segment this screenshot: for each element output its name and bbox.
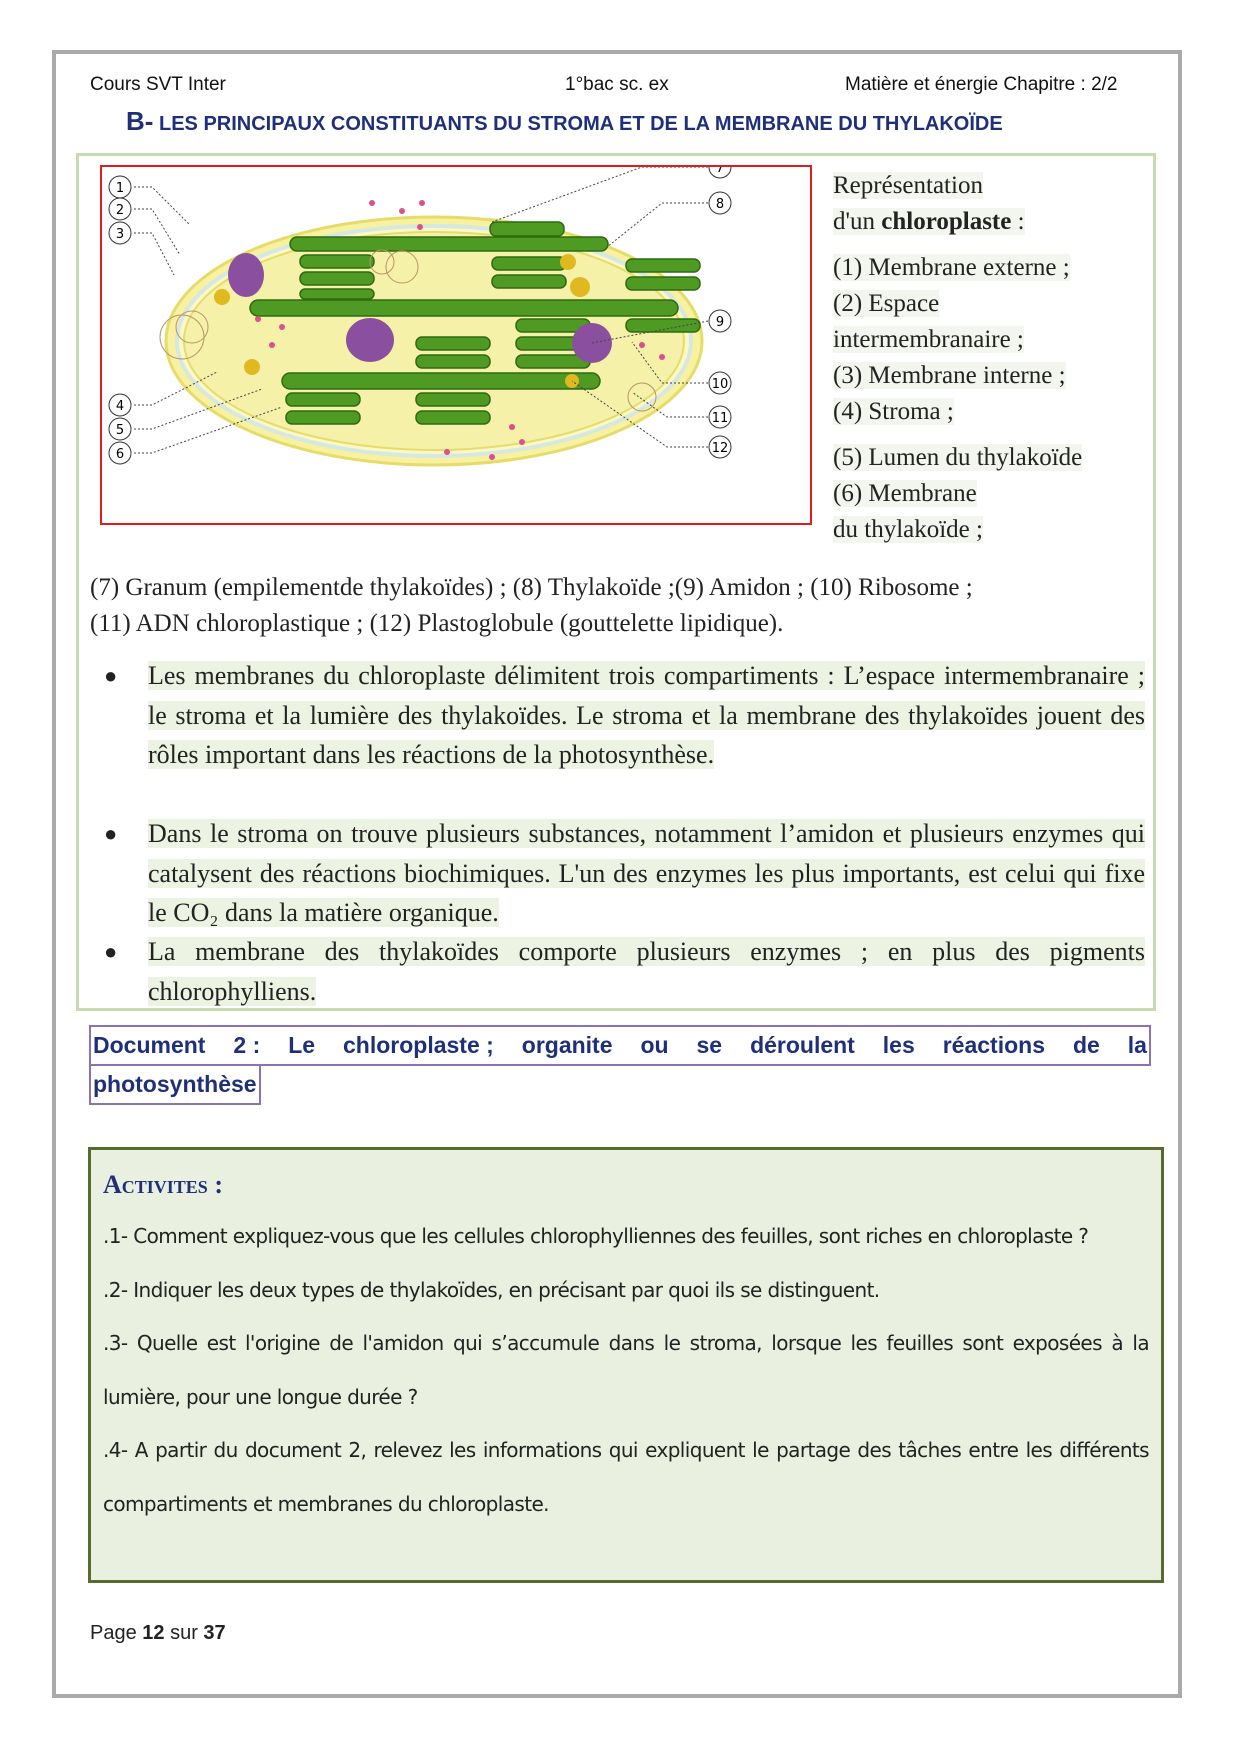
section-title: B- LES PRINCIPAUX CONSTITUANTS DU STROMA ET DE LA MEMBRANE DU THYLAKOÏDE	[126, 106, 1003, 136]
header-chapter: Matière et énergie Chapitre : 2/2	[845, 74, 1118, 95]
callout-7	[709, 167, 731, 178]
chloroplast-diagram	[100, 165, 812, 525]
svg-text:9: 9	[715, 315, 725, 330]
svg-text:10: 10	[711, 377, 729, 392]
activities-box	[88, 1147, 1164, 1583]
callout-11	[709, 406, 731, 428]
svg-text:6: 6	[115, 447, 125, 462]
callout-1	[109, 176, 131, 198]
question-2: .2- Indiquer les deux types de thylakoïdes, en précisant par quoi ils se distinguent.	[103, 1277, 880, 1302]
document-2-caption: Document 2 : Le chloroplaste ; organite ou se déroulent les réactions de la photosynthèse	[89, 1025, 1151, 1105]
svg-text:12: 12	[711, 441, 729, 456]
page-number: Page 12 sur 37	[90, 1622, 226, 1644]
callout-10	[709, 372, 731, 394]
svg-text:11: 11	[711, 411, 729, 426]
callout-4	[109, 394, 131, 416]
header-course: Cours SVT Inter	[90, 74, 226, 95]
bullet-item: ● Dans le stroma on trouve plusieurs substances, notamment l’amidon et plusieurs enzymes qui catalysent des réactions biochimiques. L'un des enzymes les plus importants, est celui qui fixe le CO₂ dans la matière organique.	[104, 819, 1145, 927]
callout-5	[109, 418, 131, 440]
svg-text:2: 2	[115, 203, 125, 218]
header-level: 1°bac sc. ex	[565, 74, 669, 95]
svg-text:5: 5	[115, 423, 125, 438]
svg-text:1: 1	[115, 181, 125, 196]
svg-text:4: 4	[115, 399, 125, 414]
diagram-legend: (7) Granum (empilementde thylakoïdes) ; (8) Thylakoïde ;(9) Amidon ; (10) Ribosome ; (11) ADN chloroplastique ; (12) Plastoglobule (gouttelette lipidique).	[90, 574, 973, 637]
callout-2	[109, 198, 131, 220]
diagram-key: Représentation d'un chloroplaste : (1) Membrane externe ; (2) Espace intermembranaire ; (3) Membrane interne ; (4) Stroma ; (5) Lumen du thylakoïde (6) Membrane du thylakoïde ;	[833, 172, 1083, 543]
question-1: .1- Comment expliquez-vous que les cellules chlorophylliennes des feuilles, sont riches en chloroplaste ?	[103, 1224, 1089, 1248]
question-3: .3- Quelle est l'origine de l'amidon qui s’accumule dans le stroma, lorsque les feuilles sont exposées à la lumière, pour une longue durée ?	[103, 1331, 1149, 1409]
callout-12	[709, 436, 731, 458]
callout-6	[109, 442, 131, 464]
activities-title: Activites :	[103, 1170, 223, 1199]
bullet-item: ● La membrane des thylakoïdes comporte plusieurs enzymes ; en plus des pigments chlorophylliens.	[104, 937, 1145, 1006]
bullet-item: ● Les membranes du chloroplaste délimitent trois compartiments : L’espace intermembranaire ; le stroma et la lumière des thylakoïdes. Le stroma et la membrane des thylakoïdes jouent des rôles important dans les réactions de la photosynthèse.	[104, 661, 1145, 769]
callout-8	[709, 192, 731, 214]
question-4: .4- A partir du document 2, relevez les informations qui expliquent le partage des tâches entre les différents compartiments et membranes du chloroplaste.	[103, 1438, 1149, 1516]
svg-text:7: 7	[715, 167, 725, 176]
callout-9	[709, 310, 731, 332]
svg-text:8: 8	[715, 197, 725, 212]
callout-3	[109, 222, 131, 244]
svg-text:3: 3	[115, 227, 125, 242]
